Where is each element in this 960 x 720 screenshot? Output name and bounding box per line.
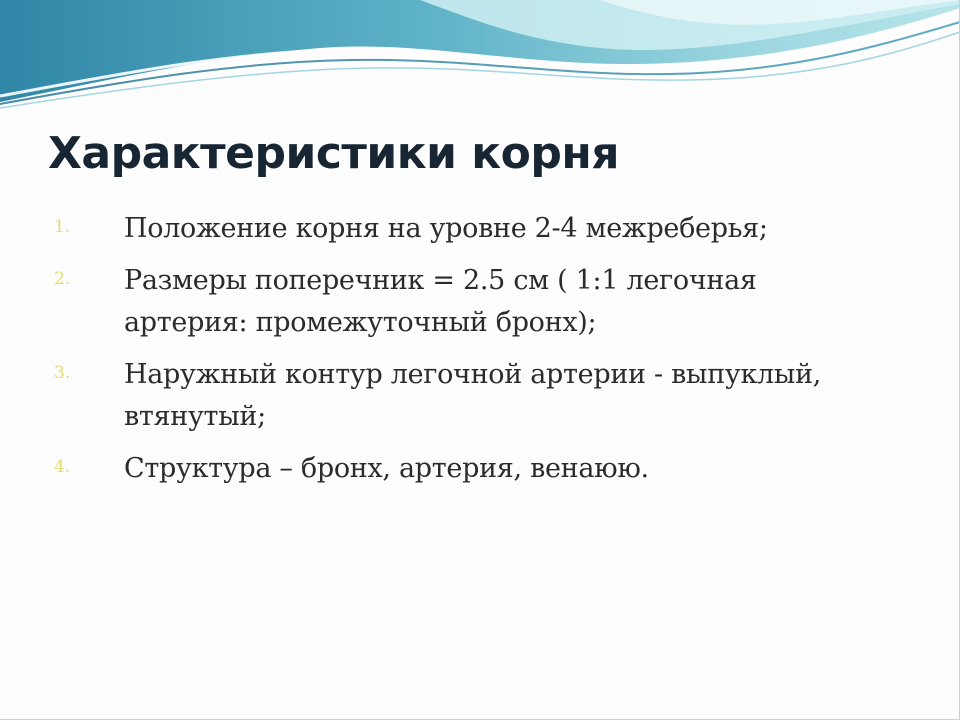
list-item bbox=[54, 260, 874, 344]
wave-header-decoration bbox=[0, 0, 960, 110]
list-item bbox=[54, 448, 874, 490]
list-item bbox=[54, 208, 874, 250]
item-number: 2. bbox=[54, 269, 71, 289]
slide-title: Характеристики корня bbox=[48, 128, 620, 179]
item-text: Размеры поперечник = 2.5 см ( 1:1 легочная артерия: промежуточный бронх); bbox=[124, 265, 757, 338]
characteristics-list bbox=[54, 208, 874, 500]
list-item bbox=[54, 354, 874, 438]
item-number: 1. bbox=[54, 217, 71, 237]
item-text: Структура – бронх, артерия, венаюю. bbox=[124, 453, 649, 484]
item-text: Положение корня на уровне 2-4 межреберья; bbox=[124, 213, 768, 244]
item-number: 4. bbox=[54, 457, 71, 477]
item-text: Наружный контур легочной артерии - выпуклый, втянутый; bbox=[124, 359, 822, 432]
item-number: 3. bbox=[54, 363, 71, 383]
